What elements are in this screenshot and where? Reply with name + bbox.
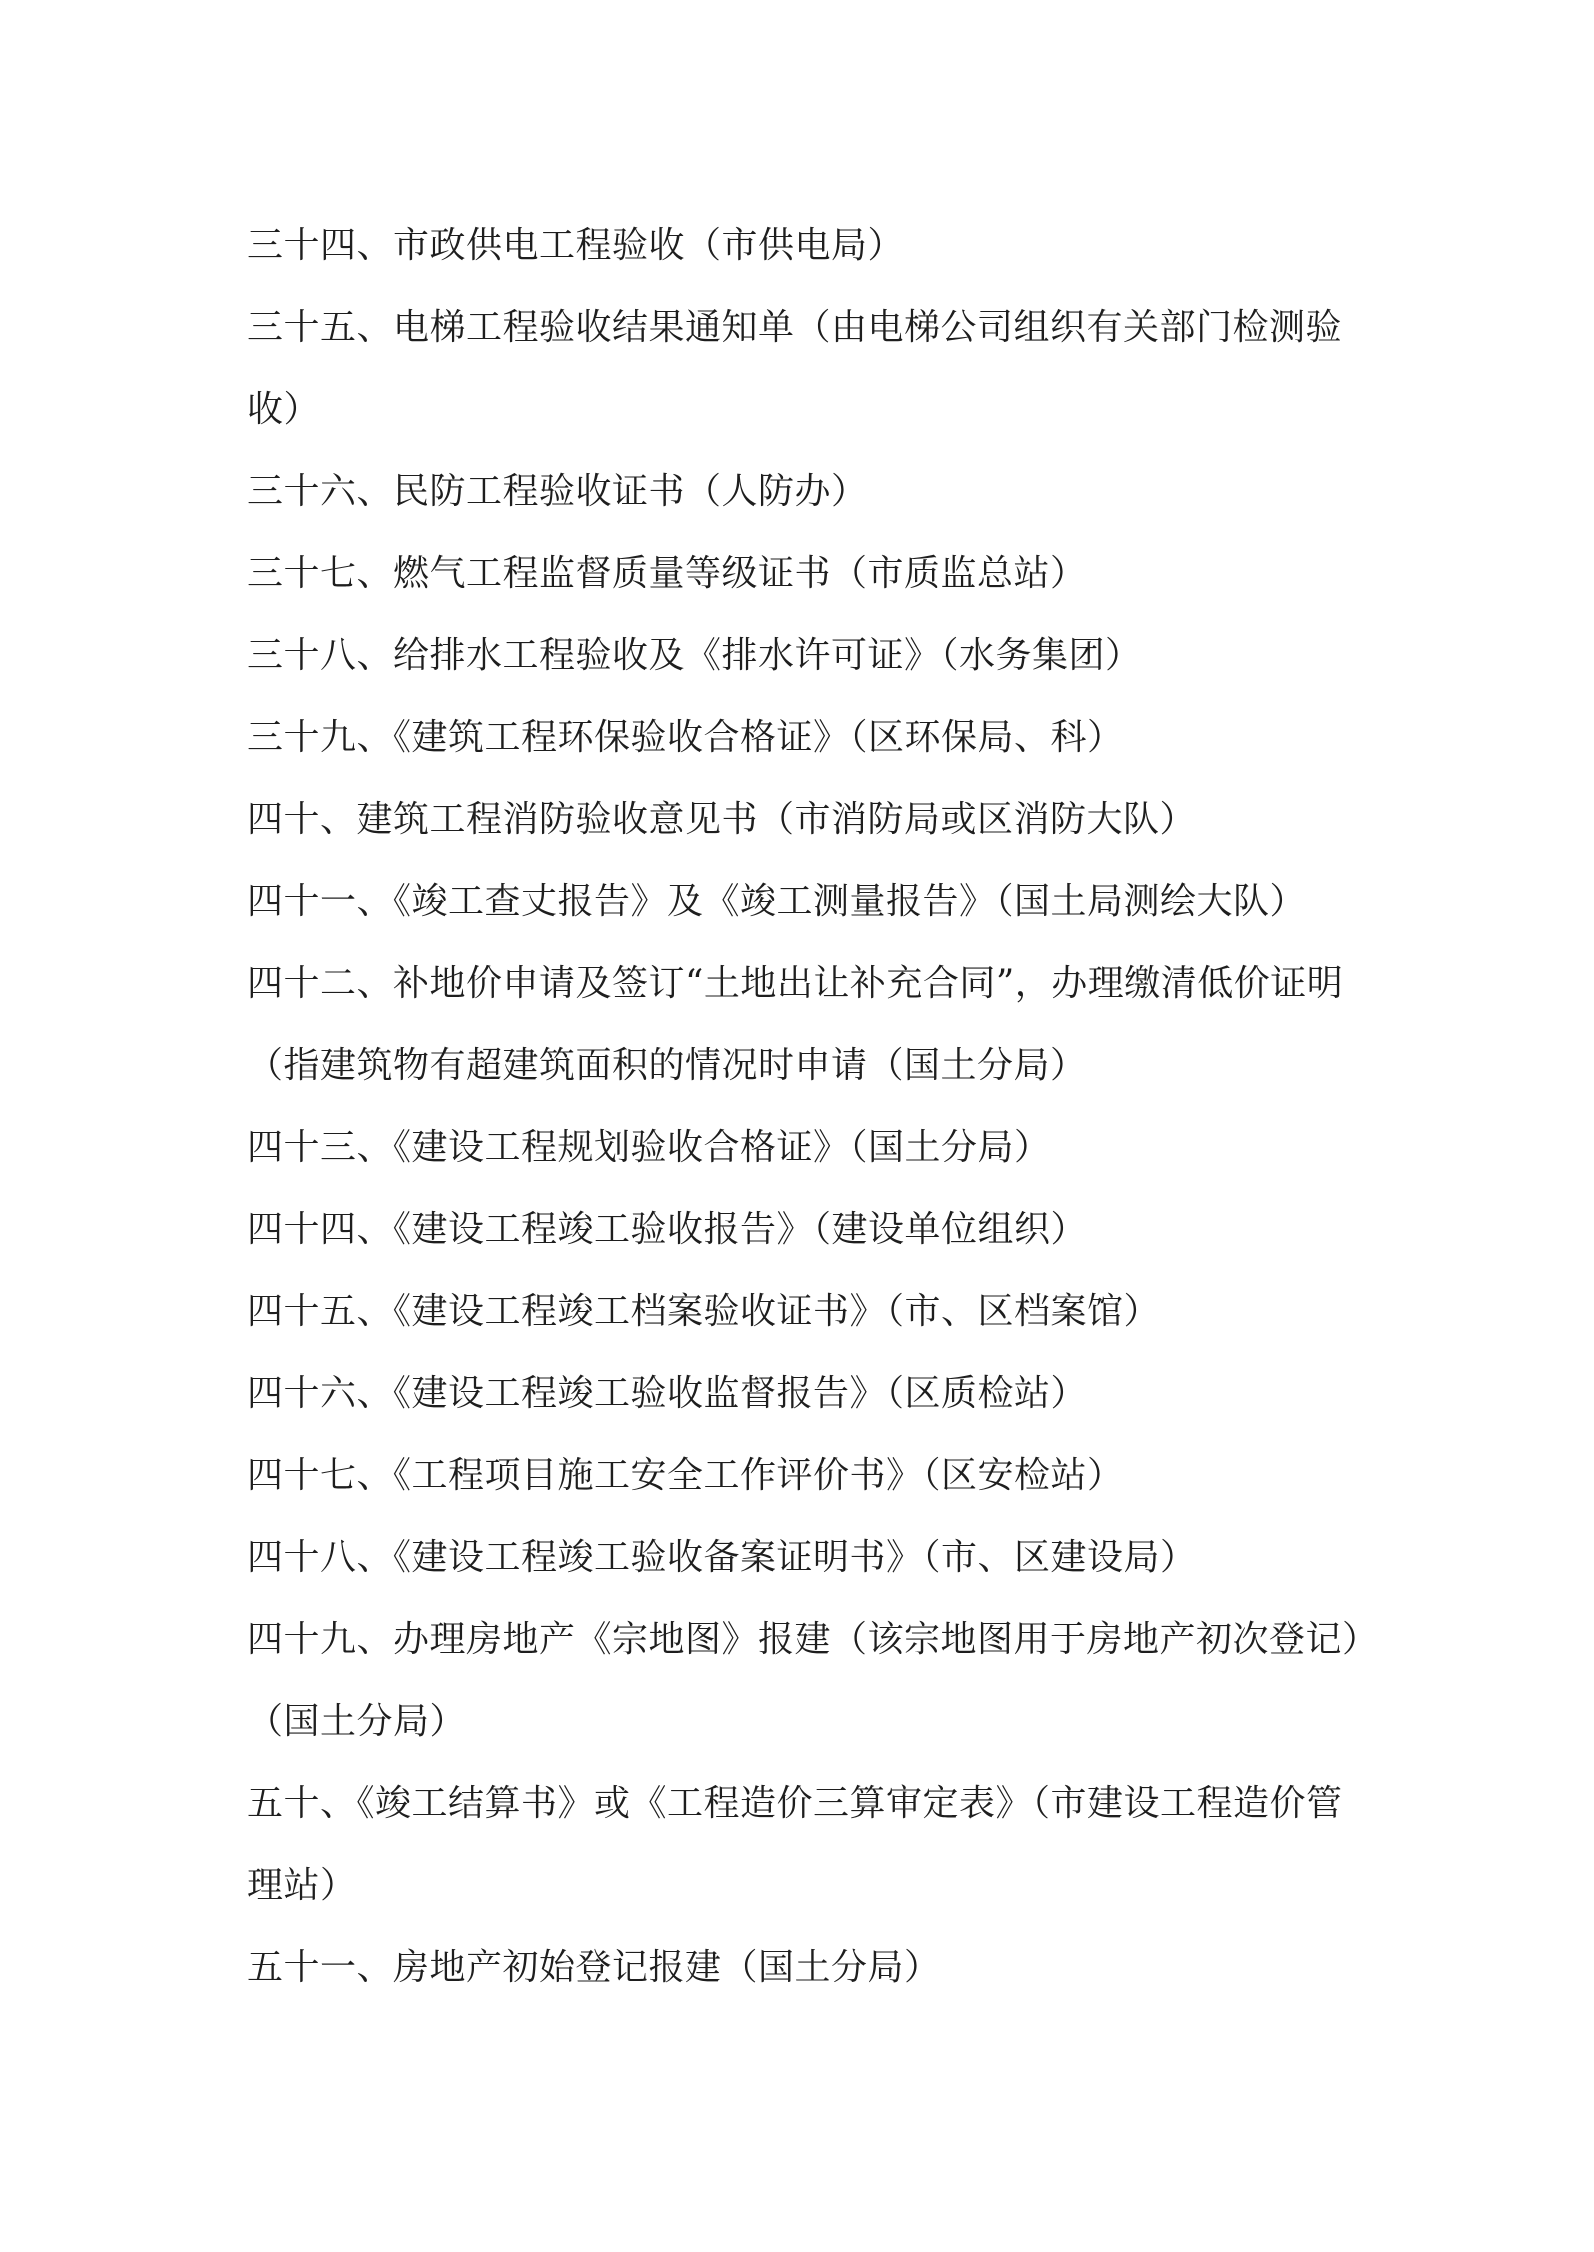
list-item-40: 四十、建筑工程消防验收意见书（市消防局或区消防大队） [247, 799, 1197, 840]
list-item-51: 五十一、房地产初始登记报建（国土分局） [247, 1947, 941, 1988]
document-body [247, 205, 1367, 2009]
list-item-50: 五十、《竣工结算书》或《工程造价三算审定表》（市建设工程造价管理站） [247, 1783, 1343, 1906]
list-item-44: 四十四、《建设工程竣工验收报告》（建设单位组织） [247, 1209, 1088, 1250]
list-item-39: 三十九、《建筑工程环保验收合格证》（区环保局、科） [247, 717, 1124, 758]
list-item-45: 四十五、《建设工程竣工档案验收证书》（市、区档案馆） [247, 1291, 1161, 1332]
list-item-47: 四十七、《工程项目施工安全工作评价书》（区安检站） [247, 1455, 1124, 1496]
list-item-34: 三十四、市政供电工程验收（市供电局） [247, 225, 905, 266]
list-item-46: 四十六、《建设工程竣工验收监督报告》（区质检站） [247, 1373, 1088, 1414]
list-item-36: 三十六、民防工程验收证书（人防办） [247, 471, 868, 512]
list-item-42: 四十二、补地价申请及签订“土地出让补充合同”，办理缴清低价证明（指建筑物有超建筑面积的情况时申请（国土分局） [247, 963, 1344, 1086]
list-item-41: 四十一、《竣工查丈报告》及《竣工测量报告》（国土局测绘大队） [247, 881, 1307, 922]
list-item-49: 四十九、办理房地产《宗地图》报建（该宗地图用于房地产初次登记）（国土分局） [247, 1619, 1361, 1742]
list-item-37: 三十七、燃气工程监督质量等级证书（市质监总站） [247, 553, 1087, 594]
list-item-48: 四十八、《建设工程竣工验收备案证明书》（市、区建设局） [247, 1537, 1197, 1578]
list-item-38: 三十八、给排水工程验收及《排水许可证》（水务集团） [247, 635, 1142, 676]
list-item-43: 四十三、《建设工程规划验收合格证》（国土分局） [247, 1127, 1051, 1168]
list-item-35: 三十五、电梯工程验收结果通知单（由电梯公司组织有关部门检测验收） [247, 307, 1343, 430]
